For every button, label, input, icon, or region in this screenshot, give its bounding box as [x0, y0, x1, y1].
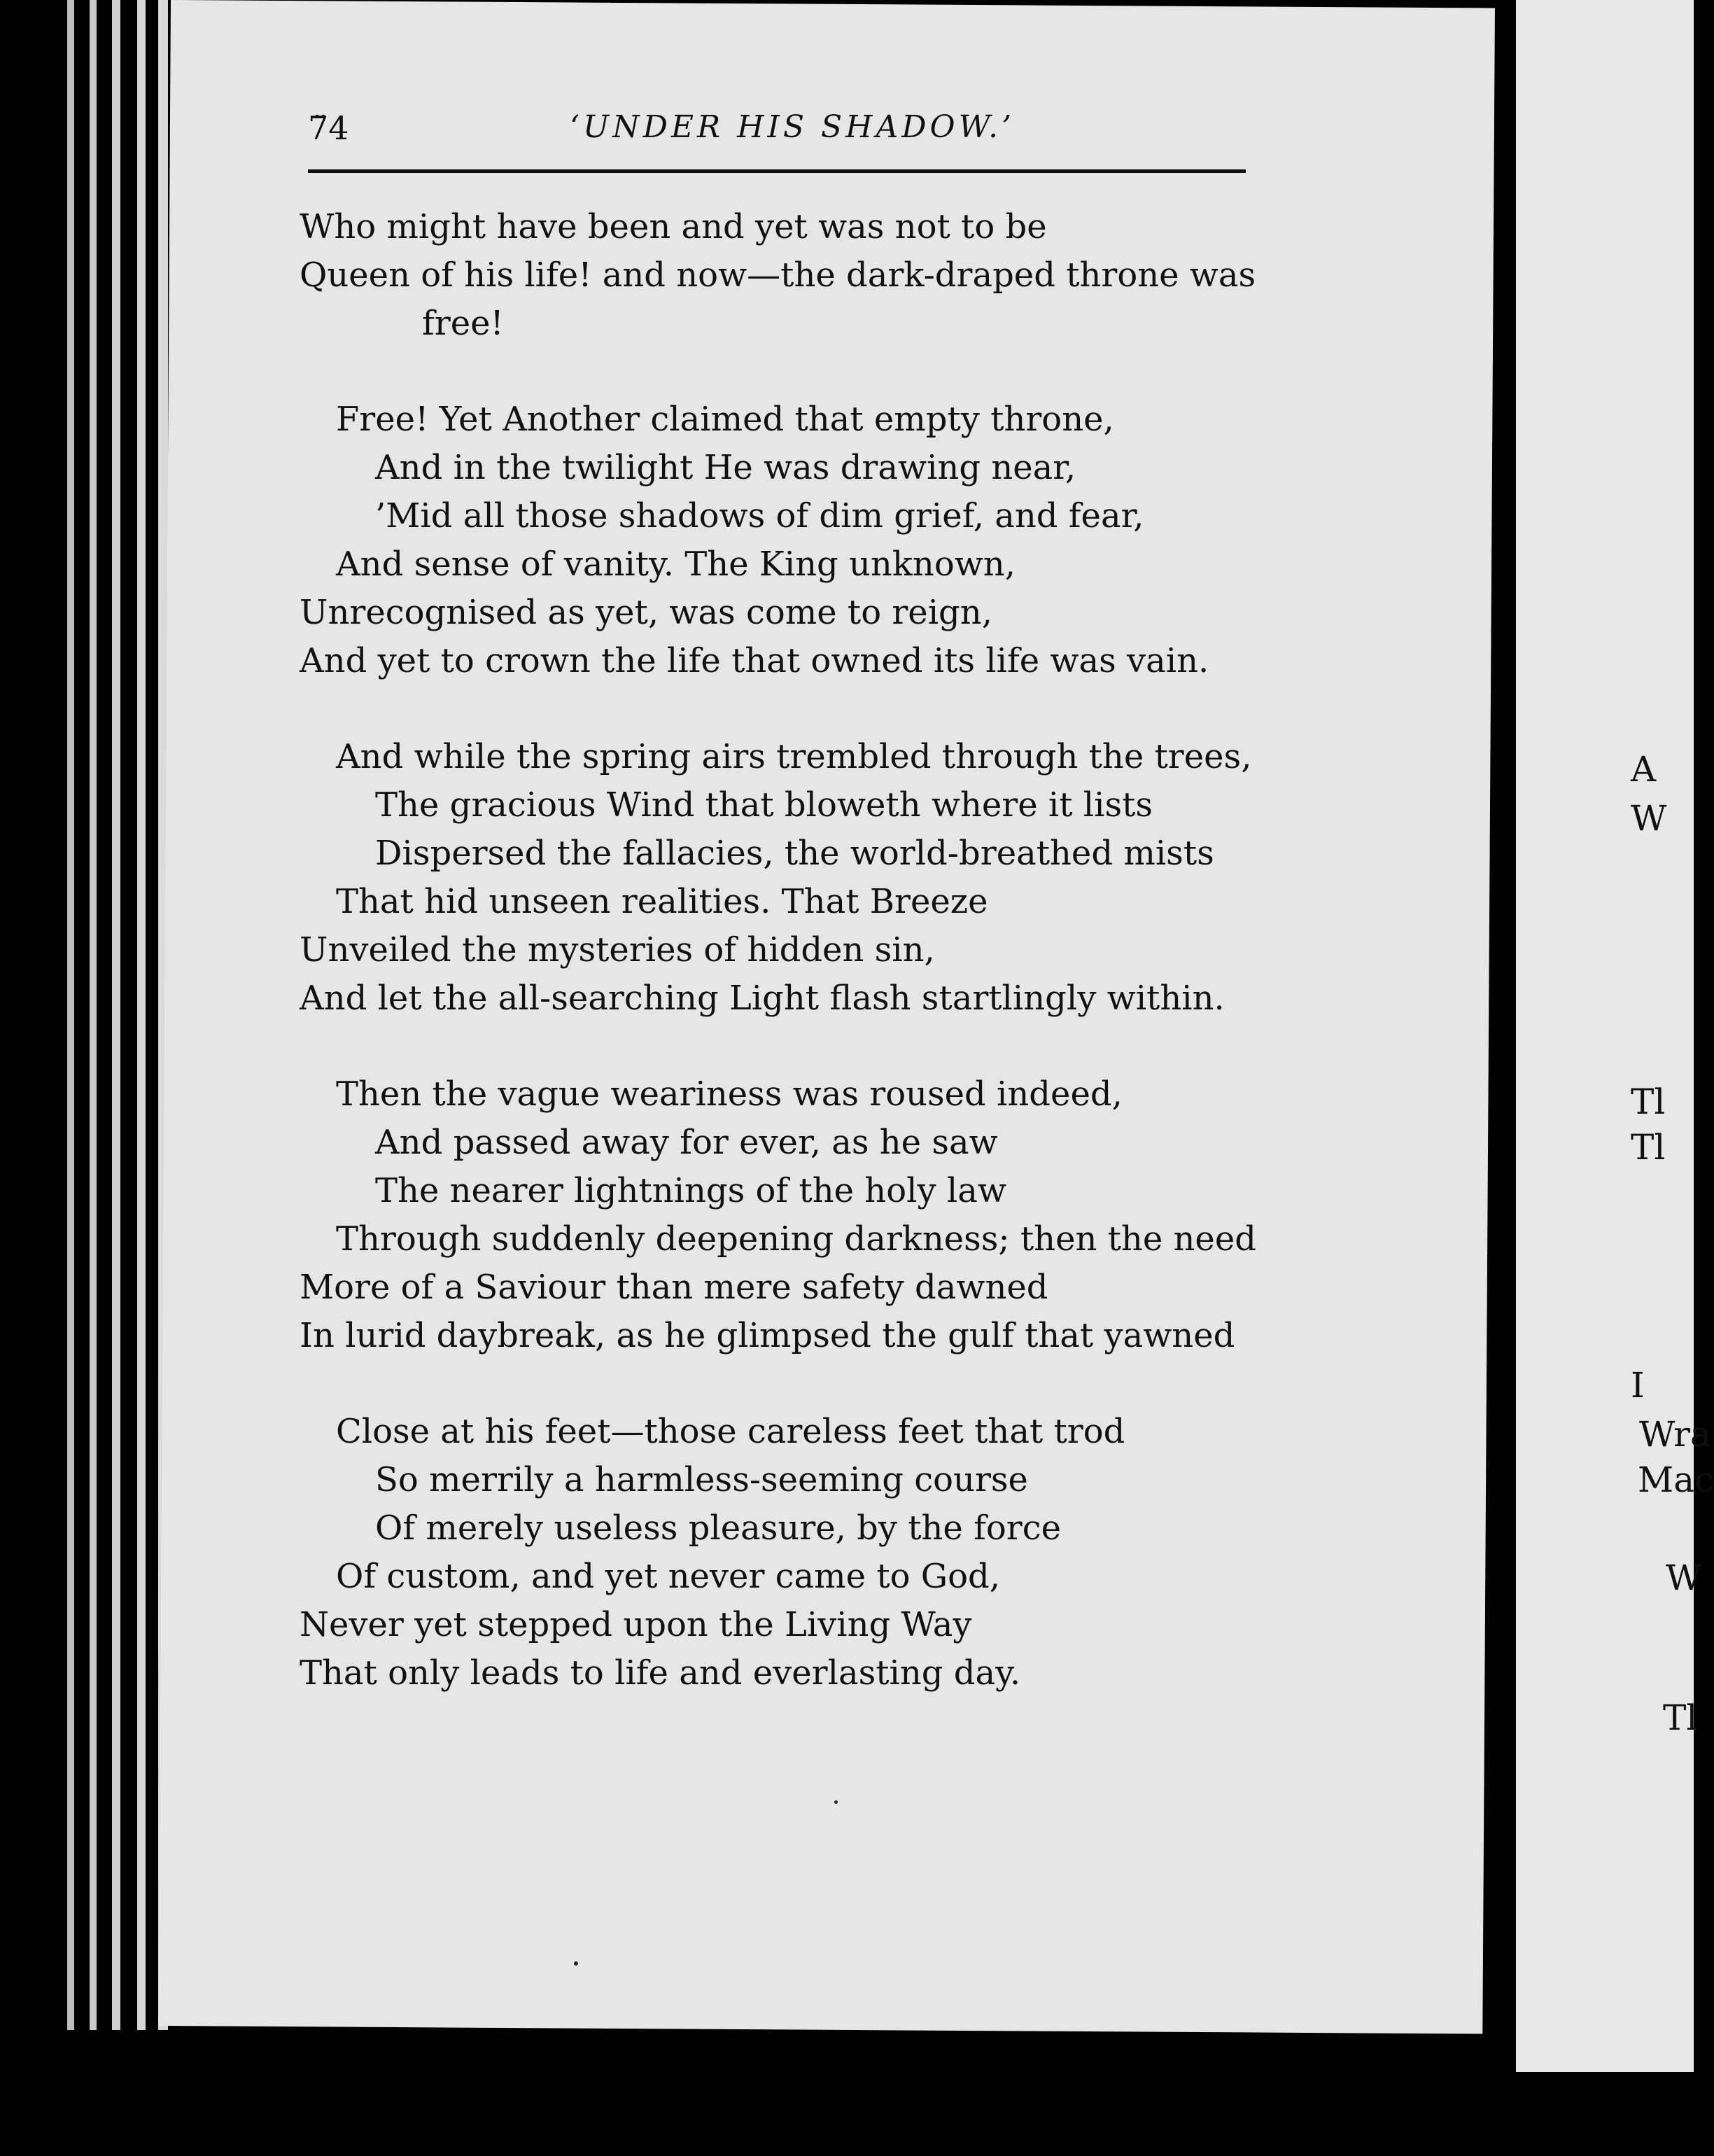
poem-line: And let the all-searching Light flash startlingly within. [300, 979, 1225, 1018]
poem-line: Unrecognised as yet, was come to reign, [300, 593, 992, 632]
adjacent-page-fragment: I [1631, 1365, 1645, 1406]
page-edge [67, 0, 74, 2030]
poem-line: free! [422, 304, 504, 343]
poem-line: And sense of vanity. The King unknown, [336, 545, 1016, 584]
page-edge [90, 0, 97, 2030]
poem-line: ’Mid all those shadows of dim grief, and fear, [375, 496, 1144, 536]
poem-line: The gracious Wind that bloweth where it lists [375, 785, 1153, 825]
page-edge [112, 0, 120, 2030]
poem-line: And yet to crown the life that owned its life was vain. [300, 641, 1209, 680]
stanza [300, 396, 1433, 685]
running-title: ‘UNDER HIS SHADOW.’ [570, 109, 1016, 145]
poem-line: Close at his feet—those careless feet that trod [336, 1412, 1125, 1451]
poem-line: And while the spring airs trembled through the trees, [336, 737, 1252, 776]
page-number: 7̈4 [308, 109, 349, 147]
adjacent-page-fragment: Tl [1631, 1082, 1666, 1122]
stanza [300, 1408, 1433, 1698]
poem-line: Never yet stepped upon the Living Way [300, 1605, 972, 1644]
poem-line: And in the twilight He was drawing near, [375, 448, 1076, 487]
poem-body [300, 203, 1433, 1745]
adjacent-page-fragment: A [1631, 749, 1657, 790]
paper-speck [574, 1961, 578, 1966]
stanza [300, 733, 1433, 1023]
adjacent-page-fragment: Tl [1663, 1698, 1698, 1738]
poem-line: That only leads to life and everlasting day. [300, 1653, 1021, 1693]
adjacent-page-fragment: Wra [1639, 1414, 1711, 1455]
poem-line: Of custom, and yet never came to God, [336, 1557, 1001, 1596]
poem-line: Then the vague weariness was roused indeed, [336, 1074, 1123, 1114]
header-rule [308, 169, 1246, 173]
adjacent-page [1516, 0, 1694, 2072]
poem-line: That hid unseen realities. That Breeze [336, 882, 988, 921]
poem-line: In lurid daybreak, as he glimpsed the gulf that yawned [300, 1316, 1235, 1355]
adjacent-page-fragment: W [1666, 1558, 1702, 1598]
page-edge [137, 0, 146, 2030]
poem-line: The nearer lightnings of the holy law [375, 1171, 1006, 1210]
adjacent-page-fragment: Tl [1631, 1127, 1666, 1168]
poem-line: Dispersed the fallacies, the world-breathed mists [375, 834, 1214, 873]
poem-line: Free! Yet Another claimed that empty throne, [336, 400, 1114, 439]
poem-line: And passed away for ever, as he saw [375, 1123, 998, 1162]
poem-line: Queen of his life! and now—the dark-draped throne was [300, 255, 1256, 295]
poem-line: So merrily a harmless-seeming course [375, 1460, 1028, 1499]
paper-speck [834, 1800, 838, 1804]
poem-line: Who might have been and yet was not to be [300, 207, 1047, 246]
stanza [300, 1070, 1433, 1360]
running-head [308, 109, 1414, 158]
adjacent-page-fragment: W [1631, 798, 1667, 839]
poem-line: Through suddenly deepening darkness; then the need [336, 1219, 1256, 1259]
adjacent-page-fragment: Mac [1638, 1460, 1714, 1500]
poem-line: Of merely useless pleasure, by the force [375, 1508, 1061, 1548]
stanza [300, 203, 1433, 348]
poem-line: More of a Saviour than mere safety dawned [300, 1268, 1048, 1307]
poem-line: Unveiled the mysteries of hidden sin, [300, 930, 935, 969]
